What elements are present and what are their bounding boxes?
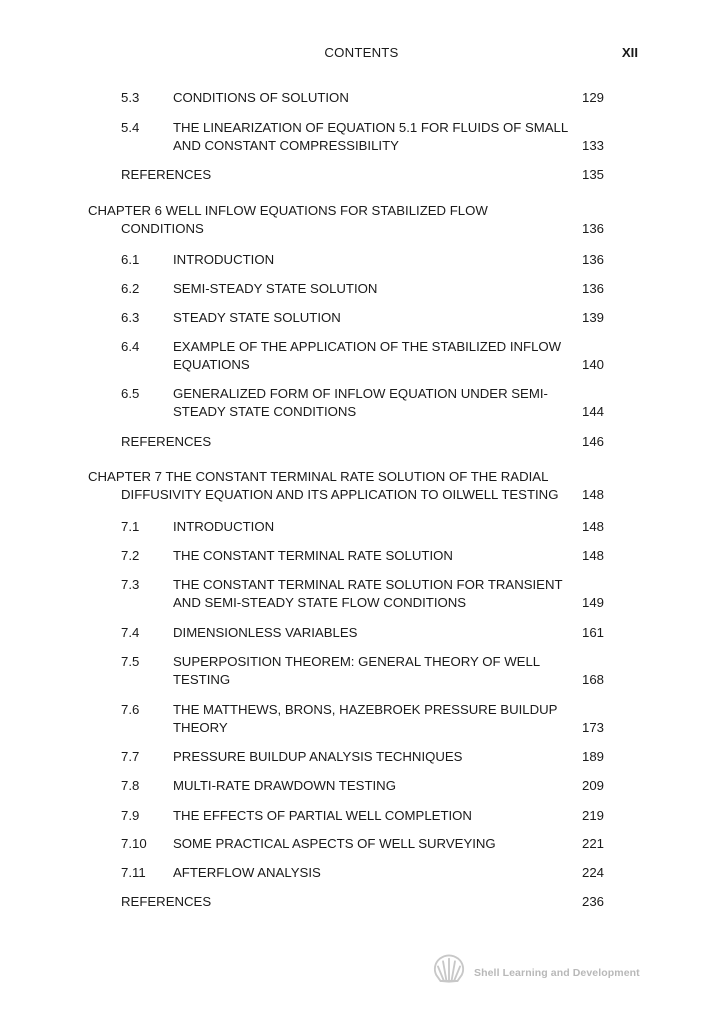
section-title: TESTING [173,672,231,687]
shell-logo-icon [432,952,466,986]
section-number: 5.3 [121,90,140,105]
section-title: SEMI-STEADY STATE SOLUTION [173,281,378,296]
section-number: 5.4 [121,120,140,135]
page-number-ref: 136 [581,252,604,267]
page-number: XII [621,45,638,60]
section-title: EXAMPLE OF THE APPLICATION OF THE STABILIZED INFLOW [173,339,562,354]
section-title: THE MATTHEWS, BRONS, HAZEBROEK PRESSURE BUILDUP [173,702,558,717]
page-number-ref: 161 [581,625,604,640]
page-number-ref: 133 [581,138,604,153]
section-title: THEORY [173,720,228,735]
section-title: THE EFFECTS OF PARTIAL WELL COMPLETION [173,808,472,823]
page-number-ref: 221 [581,836,604,851]
section-title: AFTERFLOW ANALYSIS [173,865,321,880]
section-title: SUPERPOSITION THEOREM: GENERAL THEORY OF WELL [173,654,541,669]
section-title: INTRODUCTION [173,252,275,267]
section-title: INTRODUCTION [173,519,275,534]
page-number-ref: 136 [581,221,604,236]
section-number: 6.1 [121,252,140,267]
page-number-ref: 135 [581,167,604,182]
page-number-ref: 149 [581,595,604,610]
chapter-title: CHAPTER 7 THE CONSTANT TERMINAL RATE SOLUTION OF THE RADIAL [88,469,549,484]
section-number: 7.6 [121,702,140,717]
page-number-ref: 136 [581,281,604,296]
section-number: 7.10 [121,836,147,851]
chapter-title: CHAPTER 6 WELL INFLOW EQUATIONS FOR STABILIZED FLOW [88,203,488,218]
references-label: REFERENCES [121,167,212,182]
chapter-title: CONDITIONS [121,221,204,236]
section-number: 6.5 [121,386,140,401]
section-number: 7.7 [121,749,140,764]
section-title: DIMENSIONLESS VARIABLES [173,625,358,640]
page-number-ref: 144 [581,404,604,419]
section-number: 7.2 [121,548,140,563]
section-title: THE CONSTANT TERMINAL RATE SOLUTION FOR TRANSIENT [173,577,563,592]
section-number: 7.8 [121,778,140,793]
section-title: STEADY STATE CONDITIONS [173,404,357,419]
section-number: 6.2 [121,281,140,296]
page-title: CONTENTS [324,45,399,60]
section-title: AND CONSTANT COMPRESSIBILITY [173,138,399,153]
section-title: MULTI-RATE DRAWDOWN TESTING [173,778,396,793]
page-number-ref: 146 [581,434,604,449]
section-title: PRESSURE BUILDUP ANALYSIS TECHNIQUES [173,749,463,764]
section-number: 7.5 [121,654,140,669]
section-title: EQUATIONS [173,357,250,372]
section-number: 6.4 [121,339,140,354]
chapter-title: DIFFUSIVITY EQUATION AND ITS APPLICATION TO OILWELL TESTING [121,487,559,502]
page-number-ref: 148 [581,519,604,534]
page-number-ref: 148 [581,487,604,502]
references-label: REFERENCES [121,434,212,449]
section-title: AND SEMI-STEADY STATE FLOW CONDITIONS [173,595,467,610]
section-title: THE LINEARIZATION OF EQUATION 5.1 FOR FLUIDS OF SMALL [173,120,569,135]
page-number-ref: 173 [581,720,604,735]
page-number-ref: 140 [581,357,604,372]
page-number-ref: 224 [581,865,604,880]
page-number-ref: 209 [581,778,604,793]
section-number: 6.3 [121,310,140,325]
references-label: REFERENCES [121,894,212,909]
page-number-ref: 236 [581,894,604,909]
page-number-ref: 139 [581,310,604,325]
page-number-ref: 189 [581,749,604,764]
section-number: 7.1 [121,519,140,534]
page-number-ref: 168 [581,672,604,687]
page-number-ref: 148 [581,548,604,563]
section-number: 7.4 [121,625,140,640]
footer-text: Shell Learning and Development [474,967,640,979]
section-number: 7.11 [121,865,146,880]
section-title: STEADY STATE SOLUTION [173,310,341,325]
section-title: CONDITIONS OF SOLUTION [173,90,349,105]
page-number-ref: 129 [581,90,604,105]
section-number: 7.9 [121,808,140,823]
section-title: GENERALIZED FORM OF INFLOW EQUATION UNDER SEMI- [173,386,548,401]
section-title: SOME PRACTICAL ASPECTS OF WELL SURVEYING [173,836,496,851]
section-title: THE CONSTANT TERMINAL RATE SOLUTION [173,548,453,563]
section-number: 7.3 [121,577,140,592]
page-number-ref: 219 [581,808,604,823]
